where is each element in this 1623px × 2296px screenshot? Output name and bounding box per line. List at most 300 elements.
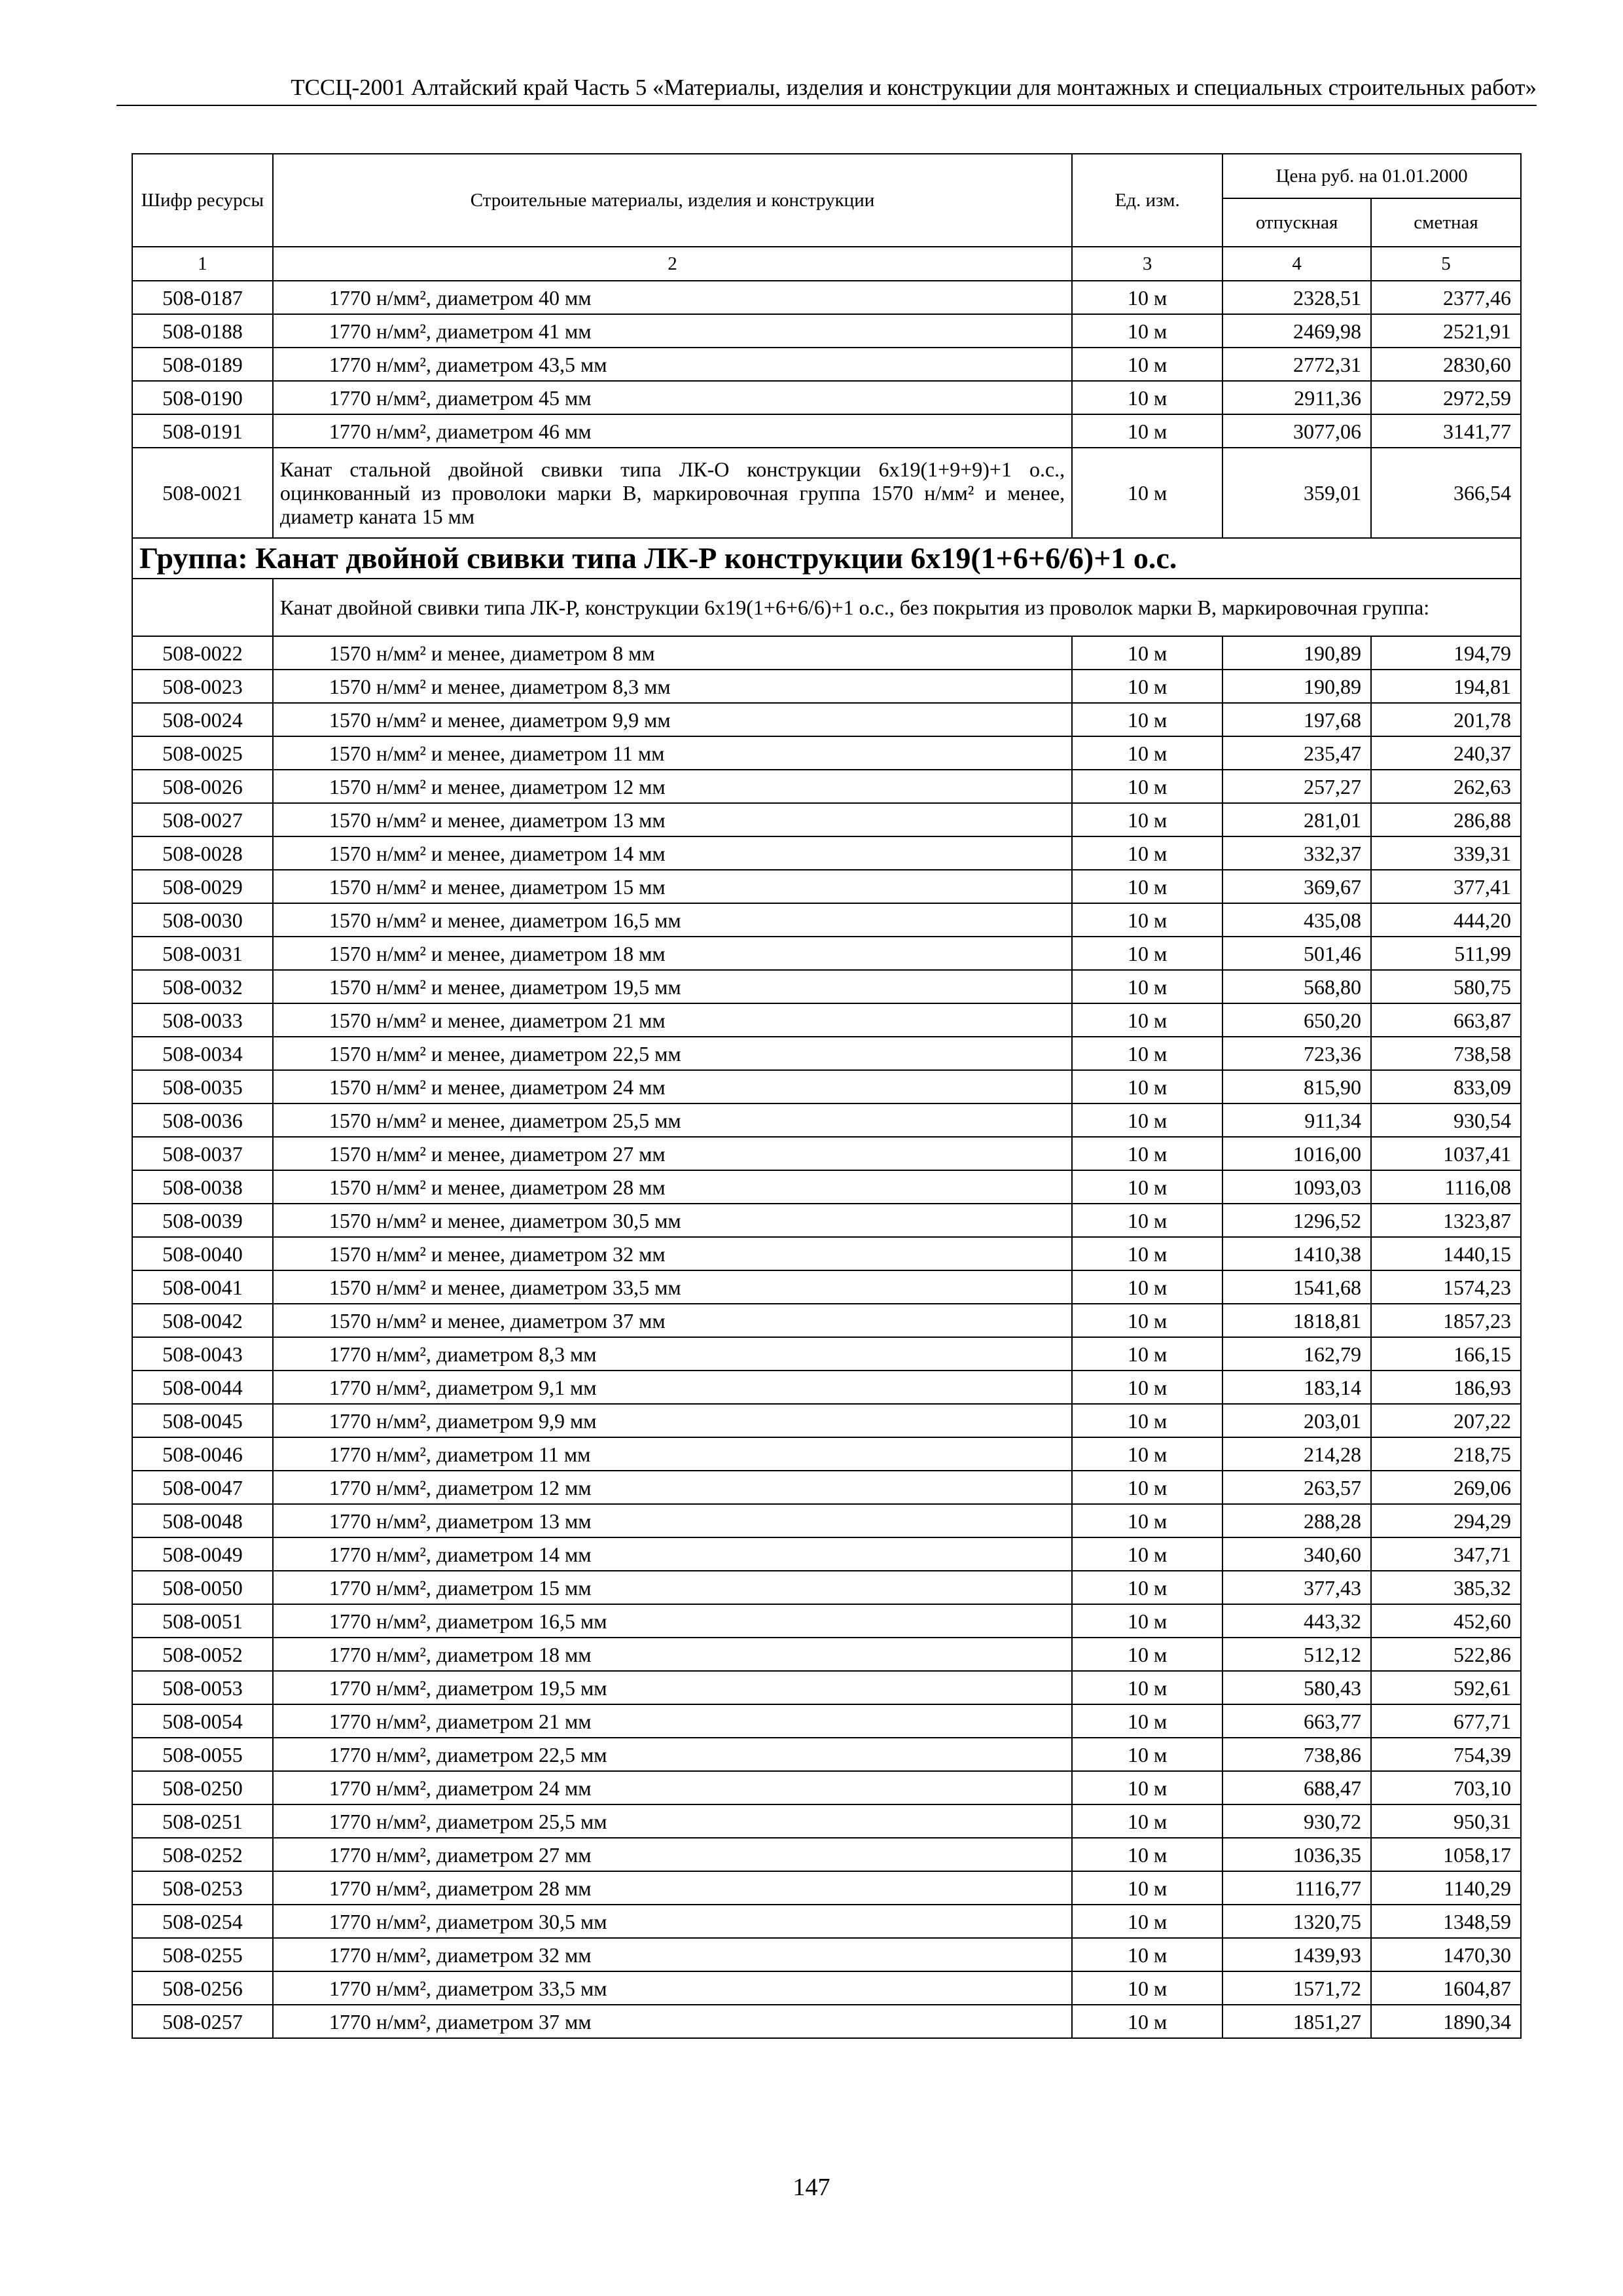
row-release-price: 197,68: [1222, 703, 1371, 736]
row-unit: 10 м: [1072, 903, 1222, 937]
row-unit: 10 м: [1072, 736, 1222, 770]
row-release-price: 263,57: [1222, 1471, 1371, 1504]
column-number: 3: [1072, 247, 1222, 281]
header-unit: Ед. изм.: [1072, 154, 1222, 247]
row-unit: 10 м: [1072, 1971, 1222, 2005]
row-estimate-price: 1116,08: [1371, 1170, 1521, 1204]
row-description: 1770 н/мм², диаметром 43,5 мм: [273, 348, 1072, 381]
row-description: 1770 н/мм², диаметром 46 мм: [273, 414, 1072, 448]
row-code: 508-0045: [132, 1404, 273, 1437]
row-description: 1770 н/мм², диаметром 30,5 мм: [273, 1905, 1072, 1938]
row-code: 508-0252: [132, 1838, 273, 1871]
row-unit: 10 м: [1072, 1237, 1222, 1270]
group-description: Канат двойной свивки типа ЛК-Р, конструкции 6х19(1+6+6/6)+1 о.с., без покрытия из проволок марки В, маркировочная группа:: [273, 579, 1521, 636]
group-title: Группа: Канат двойной свивки типа ЛК-Р конструкции 6х19(1+6+6/6)+1 о.с.: [132, 538, 1521, 579]
row-description: 1770 н/мм², диаметром 24 мм: [273, 1771, 1072, 1804]
table-row: [132, 836, 1521, 870]
row-release-price: 1296,52: [1222, 1204, 1371, 1237]
row-description: 1770 н/мм², диаметром 12 мм: [273, 1471, 1072, 1504]
row-unit: 10 м: [1072, 1170, 1222, 1204]
row-code: 508-0023: [132, 670, 273, 703]
row-unit: 10 м: [1072, 1204, 1222, 1237]
row-release-price: 1541,68: [1222, 1270, 1371, 1304]
row-estimate-price: 186,93: [1371, 1371, 1521, 1404]
row-estimate-price: 2972,59: [1371, 381, 1521, 414]
row-release-price: 580,43: [1222, 1671, 1371, 1704]
row-code: 508-0250: [132, 1771, 273, 1804]
row-unit: 10 м: [1072, 703, 1222, 736]
row-unit: 10 м: [1072, 281, 1222, 314]
table-row: [132, 1804, 1521, 1838]
table-row: [132, 903, 1521, 937]
row-code: 508-0034: [132, 1037, 273, 1070]
row-release-price: 190,89: [1222, 670, 1371, 703]
row-description: 1770 н/мм², диаметром 9,9 мм: [273, 1404, 1072, 1437]
row-code: 508-0029: [132, 870, 273, 903]
row-release-price: 377,43: [1222, 1571, 1371, 1604]
table-row: [132, 1704, 1521, 1738]
row-estimate-price: 2521,91: [1371, 314, 1521, 348]
row-description: 1570 н/мм² и менее, диаметром 13 мм: [273, 803, 1072, 836]
row-description: 1570 н/мм² и менее, диаметром 24 мм: [273, 1070, 1072, 1103]
row-release-price: 359,01: [1222, 448, 1371, 538]
row-code: 508-0049: [132, 1537, 273, 1571]
row-unit: 10 м: [1072, 1070, 1222, 1103]
row-estimate-price: 1440,15: [1371, 1237, 1521, 1270]
row-description: 1770 н/мм², диаметром 25,5 мм: [273, 1804, 1072, 1838]
row-unit: 10 м: [1072, 836, 1222, 870]
table-row: [132, 1671, 1521, 1704]
row-release-price: 738,86: [1222, 1738, 1371, 1771]
table-row: [132, 1137, 1521, 1170]
row-description: 1570 н/мм² и менее, диаметром 8,3 мм: [273, 670, 1072, 703]
row-code: 508-0191: [132, 414, 273, 448]
row-release-price: 2328,51: [1222, 281, 1371, 314]
row-release-price: 257,27: [1222, 770, 1371, 803]
row-release-price: 1571,72: [1222, 1971, 1371, 2005]
table-row: [132, 1304, 1521, 1337]
row-unit: 10 м: [1072, 414, 1222, 448]
row-estimate-price: 663,87: [1371, 1003, 1521, 1037]
row-description: 1570 н/мм² и менее, диаметром 16,5 мм: [273, 903, 1072, 937]
row-unit: 10 м: [1072, 2005, 1222, 2038]
row-description: 1570 н/мм² и менее, диаметром 11 мм: [273, 736, 1072, 770]
row-code: 508-0031: [132, 937, 273, 970]
row-code: 508-0043: [132, 1337, 273, 1371]
row-unit: 10 м: [1072, 1404, 1222, 1437]
row-code: 508-0053: [132, 1671, 273, 1704]
row-unit: 10 м: [1072, 381, 1222, 414]
table-row: [132, 1938, 1521, 1971]
table-row: [132, 1871, 1521, 1905]
table-row: [132, 670, 1521, 703]
table-row: [132, 448, 1521, 538]
row-description: 1570 н/мм² и менее, диаметром 33,5 мм: [273, 1270, 1072, 1304]
row-release-price: 235,47: [1222, 736, 1371, 770]
row-code: 508-0052: [132, 1638, 273, 1671]
row-unit: 10 м: [1072, 1571, 1222, 1604]
row-release-price: 1016,00: [1222, 1137, 1371, 1170]
table-row: [132, 1437, 1521, 1471]
row-code: 508-0046: [132, 1437, 273, 1471]
table-row: [132, 348, 1521, 381]
row-estimate-price: 2377,46: [1371, 281, 1521, 314]
row-code: 508-0255: [132, 1938, 273, 1971]
row-description: 1770 н/мм², диаметром 22,5 мм: [273, 1738, 1072, 1771]
row-estimate-price: 950,31: [1371, 1804, 1521, 1838]
row-estimate-price: 294,29: [1371, 1504, 1521, 1537]
row-estimate-price: 1890,34: [1371, 2005, 1521, 2038]
row-code: 508-0189: [132, 348, 273, 381]
row-unit: 10 м: [1072, 1371, 1222, 1404]
empty-cell: [132, 579, 273, 636]
row-description: 1570 н/мм² и менее, диаметром 15 мм: [273, 870, 1072, 903]
row-unit: 10 м: [1072, 1504, 1222, 1537]
row-unit: 10 м: [1072, 1938, 1222, 1971]
row-release-price: 568,80: [1222, 970, 1371, 1003]
row-estimate-price: 166,15: [1371, 1337, 1521, 1371]
row-release-price: 3077,06: [1222, 414, 1371, 448]
row-unit: 10 м: [1072, 870, 1222, 903]
row-description: 1570 н/мм² и менее, диаметром 28 мм: [273, 1170, 1072, 1204]
row-code: 508-0025: [132, 736, 273, 770]
row-code: 508-0033: [132, 1003, 273, 1037]
row-release-price: 1851,27: [1222, 2005, 1371, 2038]
row-unit: 10 м: [1072, 803, 1222, 836]
table-row: [132, 281, 1521, 314]
row-estimate-price: 1037,41: [1371, 1137, 1521, 1170]
row-release-price: 162,79: [1222, 1337, 1371, 1371]
row-estimate-price: 592,61: [1371, 1671, 1521, 1704]
row-unit: 10 м: [1072, 970, 1222, 1003]
row-release-price: 332,37: [1222, 836, 1371, 870]
row-description: 1570 н/мм² и менее, диаметром 9,9 мм: [273, 703, 1072, 736]
table-row: [132, 1838, 1521, 1871]
table-row: [132, 1638, 1521, 1671]
row-estimate-price: 385,32: [1371, 1571, 1521, 1604]
row-estimate-price: 1604,87: [1371, 1971, 1521, 2005]
row-code: 508-0028: [132, 836, 273, 870]
table-row: [132, 937, 1521, 970]
row-unit: 10 м: [1072, 1905, 1222, 1938]
row-unit: 10 м: [1072, 448, 1222, 538]
row-code: 508-0037: [132, 1137, 273, 1170]
row-estimate-price: 262,63: [1371, 770, 1521, 803]
row-release-price: 1036,35: [1222, 1838, 1371, 1871]
table-row: [132, 1404, 1521, 1437]
table-row: [132, 1738, 1521, 1771]
row-description: 1570 н/мм² и менее, диаметром 37 мм: [273, 1304, 1072, 1337]
header-code: Шифр ресурсы: [132, 154, 273, 247]
row-description: 1570 н/мм² и менее, диаметром 19,5 мм: [273, 970, 1072, 1003]
row-code: 508-0257: [132, 2005, 273, 2038]
row-code: 508-0188: [132, 314, 273, 348]
table-row: [132, 381, 1521, 414]
table-row: [132, 703, 1521, 736]
table-row: [132, 1905, 1521, 1938]
table-row: [132, 1270, 1521, 1304]
row-release-price: 911,34: [1222, 1103, 1371, 1137]
row-release-price: 2772,31: [1222, 348, 1371, 381]
row-release-price: 190,89: [1222, 636, 1371, 670]
row-release-price: 2469,98: [1222, 314, 1371, 348]
row-unit: 10 м: [1072, 1604, 1222, 1638]
row-estimate-price: 703,10: [1371, 1771, 1521, 1804]
row-code: 508-0047: [132, 1471, 273, 1504]
row-unit: 10 м: [1072, 1304, 1222, 1337]
row-unit: 10 м: [1072, 1704, 1222, 1738]
row-unit: 10 м: [1072, 670, 1222, 703]
row-code: 508-0253: [132, 1871, 273, 1905]
row-release-price: 1410,38: [1222, 1237, 1371, 1270]
table-row: [132, 1537, 1521, 1571]
row-estimate-price: 677,71: [1371, 1704, 1521, 1738]
table-row: [132, 1771, 1521, 1804]
header-rule: [116, 105, 1537, 106]
row-code: 508-0190: [132, 381, 273, 414]
header-release: отпускная: [1222, 198, 1371, 247]
row-code: 508-0055: [132, 1738, 273, 1771]
row-code: 508-0187: [132, 281, 273, 314]
row-code: 508-0022: [132, 636, 273, 670]
row-description: 1570 н/мм² и менее, диаметром 12 мм: [273, 770, 1072, 803]
row-estimate-price: 580,75: [1371, 970, 1521, 1003]
row-release-price: 1439,93: [1222, 1938, 1371, 1971]
row-estimate-price: 1857,23: [1371, 1304, 1521, 1337]
table-row: [132, 870, 1521, 903]
running-header: ТССЦ-2001 Алтайский край Часть 5 «Материалы, изделия и конструкции для монтажных и специальных строительных работ»: [291, 75, 1537, 100]
price-table: [132, 153, 1522, 2039]
row-unit: 10 м: [1072, 1471, 1222, 1504]
table-row: [132, 414, 1521, 448]
row-estimate-price: 444,20: [1371, 903, 1521, 937]
row-description: 1570 н/мм² и менее, диаметром 22,5 мм: [273, 1037, 1072, 1070]
row-description: 1770 н/мм², диаметром 37 мм: [273, 2005, 1072, 2038]
row-description: 1770 н/мм², диаметром 18 мм: [273, 1638, 1072, 1671]
row-release-price: 512,12: [1222, 1638, 1371, 1671]
row-description: 1770 н/мм², диаметром 28 мм: [273, 1871, 1072, 1905]
column-number: 5: [1371, 247, 1521, 281]
row-release-price: 1093,03: [1222, 1170, 1371, 1204]
row-estimate-price: 833,09: [1371, 1070, 1521, 1103]
column-number: 4: [1222, 247, 1371, 281]
row-estimate-price: 754,39: [1371, 1738, 1521, 1771]
row-release-price: 2911,36: [1222, 381, 1371, 414]
row-code: 508-0035: [132, 1070, 273, 1103]
row-estimate-price: 377,41: [1371, 870, 1521, 903]
row-release-price: 1320,75: [1222, 1905, 1371, 1938]
row-unit: 10 м: [1072, 1103, 1222, 1137]
table-row: [132, 1070, 1521, 1103]
row-code: 508-0044: [132, 1371, 273, 1404]
row-description: 1770 н/мм², диаметром 21 мм: [273, 1704, 1072, 1738]
table-row: [132, 1204, 1521, 1237]
row-release-price: 1818,81: [1222, 1304, 1371, 1337]
table-row: [132, 1604, 1521, 1638]
row-unit: 10 м: [1072, 1838, 1222, 1871]
table-row: [132, 1037, 1521, 1070]
row-code: 508-0048: [132, 1504, 273, 1537]
row-estimate-price: 1058,17: [1371, 1838, 1521, 1871]
table-row: [132, 314, 1521, 348]
row-description: 1570 н/мм² и менее, диаметром 32 мм: [273, 1237, 1072, 1270]
row-code: 508-0021: [132, 448, 273, 538]
column-number: 1: [132, 247, 273, 281]
row-description: 1770 н/мм², диаметром 15 мм: [273, 1571, 1072, 1604]
row-estimate-price: 218,75: [1371, 1437, 1521, 1471]
row-code: 508-0041: [132, 1270, 273, 1304]
row-code: 508-0254: [132, 1905, 273, 1938]
row-estimate-price: 522,86: [1371, 1638, 1521, 1671]
row-unit: 10 м: [1072, 1537, 1222, 1571]
header-price-group: Цена руб. на 01.01.2000: [1222, 154, 1521, 198]
row-code: 508-0038: [132, 1170, 273, 1204]
row-release-price: 815,90: [1222, 1070, 1371, 1103]
row-estimate-price: 511,99: [1371, 937, 1521, 970]
row-estimate-price: 201,78: [1371, 703, 1521, 736]
header-name: Строительные материалы, изделия и конструкции: [273, 154, 1072, 247]
row-estimate-price: 1574,23: [1371, 1270, 1521, 1304]
page-number: 147: [793, 2174, 830, 2201]
table-row: [132, 970, 1521, 1003]
row-release-price: 723,36: [1222, 1037, 1371, 1070]
row-estimate-price: 738,58: [1371, 1037, 1521, 1070]
row-estimate-price: 2830,60: [1371, 348, 1521, 381]
table-row: [132, 1103, 1521, 1137]
row-description: 1770 н/мм², диаметром 41 мм: [273, 314, 1072, 348]
row-release-price: 501,46: [1222, 937, 1371, 970]
table-row: [132, 770, 1521, 803]
row-description: 1770 н/мм², диаметром 9,1 мм: [273, 1371, 1072, 1404]
table-row: [132, 1003, 1521, 1037]
row-estimate-price: 1470,30: [1371, 1938, 1521, 1971]
row-estimate-price: 339,31: [1371, 836, 1521, 870]
row-description: 1770 н/мм², диаметром 45 мм: [273, 381, 1072, 414]
column-number: 2: [273, 247, 1072, 281]
row-release-price: 340,60: [1222, 1537, 1371, 1571]
row-release-price: 650,20: [1222, 1003, 1371, 1037]
row-estimate-price: 930,54: [1371, 1103, 1521, 1137]
table-row: [132, 736, 1521, 770]
row-code: 508-0054: [132, 1704, 273, 1738]
row-release-price: 288,28: [1222, 1504, 1371, 1537]
row-release-price: 1116,77: [1222, 1871, 1371, 1905]
row-estimate-price: 3141,77: [1371, 414, 1521, 448]
row-description: 1770 н/мм², диаметром 19,5 мм: [273, 1671, 1072, 1704]
row-release-price: 688,47: [1222, 1771, 1371, 1804]
row-description: 1770 н/мм², диаметром 32 мм: [273, 1938, 1072, 1971]
row-estimate-price: 194,79: [1371, 636, 1521, 670]
row-estimate-price: 452,60: [1371, 1604, 1521, 1638]
row-description: 1570 н/мм² и менее, диаметром 25,5 мм: [273, 1103, 1072, 1137]
row-unit: 10 м: [1072, 1137, 1222, 1170]
row-estimate-price: 286,88: [1371, 803, 1521, 836]
table-row: [132, 1471, 1521, 1504]
row-code: 508-0256: [132, 1971, 273, 2005]
row-code: 508-0040: [132, 1237, 273, 1270]
row-unit: 10 м: [1072, 1003, 1222, 1037]
row-unit: 10 м: [1072, 1270, 1222, 1304]
row-estimate-price: 269,06: [1371, 1471, 1521, 1504]
row-code: 508-0032: [132, 970, 273, 1003]
row-estimate-price: 207,22: [1371, 1404, 1521, 1437]
row-code: 508-0027: [132, 803, 273, 836]
row-description: 1770 н/мм², диаметром 14 мм: [273, 1537, 1072, 1571]
row-unit: 10 м: [1072, 348, 1222, 381]
row-unit: 10 м: [1072, 1738, 1222, 1771]
row-unit: 10 м: [1072, 770, 1222, 803]
row-unit: 10 м: [1072, 636, 1222, 670]
row-code: 508-0036: [132, 1103, 273, 1137]
table-row: [132, 1237, 1521, 1270]
row-release-price: 435,08: [1222, 903, 1371, 937]
table-row: [132, 1371, 1521, 1404]
row-description: 1570 н/мм² и менее, диаметром 21 мм: [273, 1003, 1072, 1037]
row-code: 508-0051: [132, 1604, 273, 1638]
row-release-price: 663,77: [1222, 1704, 1371, 1738]
row-unit: 10 м: [1072, 1671, 1222, 1704]
table-row: [132, 1170, 1521, 1204]
row-code: 508-0030: [132, 903, 273, 937]
row-description: 1570 н/мм² и менее, диаметром 14 мм: [273, 836, 1072, 870]
row-description: 1770 н/мм², диаметром 8,3 мм: [273, 1337, 1072, 1371]
table-row: [132, 1504, 1521, 1537]
row-description: 1770 н/мм², диаметром 40 мм: [273, 281, 1072, 314]
row-code: 508-0026: [132, 770, 273, 803]
row-code: 508-0039: [132, 1204, 273, 1237]
row-release-price: 369,67: [1222, 870, 1371, 903]
row-unit: 10 м: [1072, 937, 1222, 970]
row-unit: 10 м: [1072, 1804, 1222, 1838]
row-code: 508-0042: [132, 1304, 273, 1337]
row-description: 1570 н/мм² и менее, диаметром 27 мм: [273, 1137, 1072, 1170]
table-row: [132, 1337, 1521, 1371]
row-release-price: 183,14: [1222, 1371, 1371, 1404]
header-estimate: сметная: [1371, 198, 1521, 247]
table-row: [132, 803, 1521, 836]
row-description: Канат стальной двойной свивки типа ЛК-О конструкции 6х19(1+9+9)+1 о.с., оцинкованный из проволоки марки В, маркировочная группа 1570 н/мм² и менее, диаметр каната 15 мм: [273, 448, 1072, 538]
row-estimate-price: 194,81: [1371, 670, 1521, 703]
row-release-price: 281,01: [1222, 803, 1371, 836]
row-unit: 10 м: [1072, 1037, 1222, 1070]
row-code: 508-0024: [132, 703, 273, 736]
table-row: [132, 636, 1521, 670]
row-description: 1570 н/мм² и менее, диаметром 8 мм: [273, 636, 1072, 670]
row-description: 1770 н/мм², диаметром 33,5 мм: [273, 1971, 1072, 2005]
table-row: [132, 1571, 1521, 1604]
row-unit: 10 м: [1072, 1871, 1222, 1905]
row-unit: 10 м: [1072, 1638, 1222, 1671]
row-estimate-price: 1140,29: [1371, 1871, 1521, 1905]
row-release-price: 203,01: [1222, 1404, 1371, 1437]
row-description: 1770 н/мм², диаметром 13 мм: [273, 1504, 1072, 1537]
row-unit: 10 м: [1072, 1337, 1222, 1371]
row-description: 1570 н/мм² и менее, диаметром 30,5 мм: [273, 1204, 1072, 1237]
row-description: 1770 н/мм², диаметром 27 мм: [273, 1838, 1072, 1871]
row-estimate-price: 366,54: [1371, 448, 1521, 538]
row-description: 1770 н/мм², диаметром 11 мм: [273, 1437, 1072, 1471]
row-code: 508-0251: [132, 1804, 273, 1838]
row-release-price: 214,28: [1222, 1437, 1371, 1471]
row-unit: 10 м: [1072, 314, 1222, 348]
row-release-price: 443,32: [1222, 1604, 1371, 1638]
row-estimate-price: 347,71: [1371, 1537, 1521, 1571]
row-release-price: 930,72: [1222, 1804, 1371, 1838]
row-unit: 10 м: [1072, 1437, 1222, 1471]
row-estimate-price: 1323,87: [1371, 1204, 1521, 1237]
row-unit: 10 м: [1072, 1771, 1222, 1804]
row-code: 508-0050: [132, 1571, 273, 1604]
